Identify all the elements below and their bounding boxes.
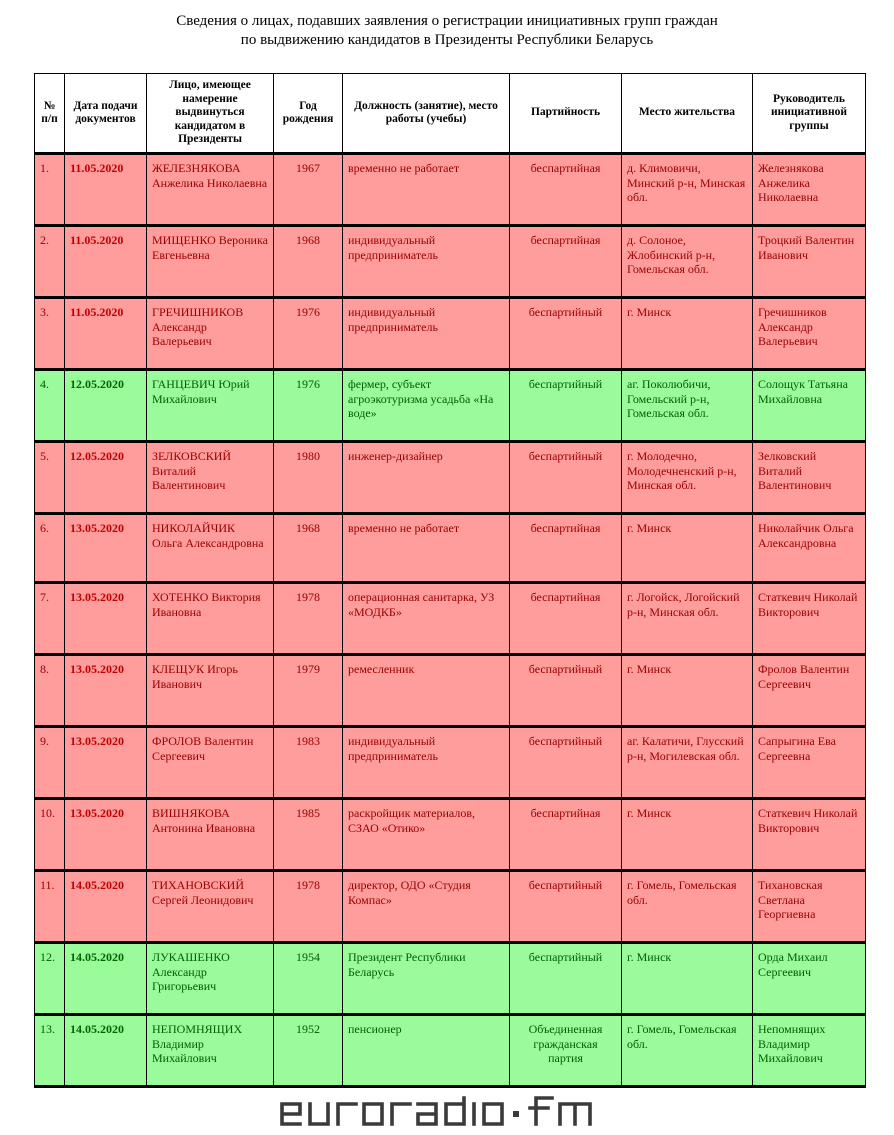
cell-birth-year: 1983 bbox=[274, 727, 343, 799]
cell-birth-year: 1979 bbox=[274, 655, 343, 727]
cell-candidate-name: ТИХАНОВСКИЙ Сергей Леонидович bbox=[147, 871, 274, 943]
cell-birth-year: 1985 bbox=[274, 799, 343, 871]
cell-candidate-name: ФРОЛОВ Валентин Сергеевич bbox=[147, 727, 274, 799]
cell-number: 5. bbox=[35, 442, 65, 514]
logo-dot bbox=[513, 1111, 519, 1117]
table-row bbox=[35, 370, 866, 442]
cell-date: 13.05.2020 bbox=[65, 583, 147, 655]
cell-group-leader: Николайчик Ольга Александровна bbox=[753, 514, 866, 586]
cell-occupation: временно не работает bbox=[343, 154, 510, 226]
cell-date: 14.05.2020 bbox=[65, 1015, 147, 1087]
cell-group-leader: Железнякова Анжелика Николаевна bbox=[753, 154, 866, 226]
cell-number: 1. bbox=[35, 154, 65, 226]
table-body-part-2 bbox=[35, 583, 866, 1087]
cell-date: 14.05.2020 bbox=[65, 943, 147, 1015]
cell-number: 3. bbox=[35, 298, 65, 370]
cell-candidate-name: ЗЕЛКОВСКИЙ Виталий Валентинович bbox=[147, 442, 274, 514]
cell-occupation: пенсионер bbox=[343, 1015, 510, 1087]
cell-residence: г. Минск bbox=[622, 799, 753, 871]
title-line-1: Сведения о лицах, подавших заявления о регистрации инициативных групп граждан bbox=[176, 13, 718, 29]
cell-party: беспартийный bbox=[510, 298, 622, 370]
table-row bbox=[35, 799, 866, 871]
cell-date: 11.05.2020 bbox=[65, 154, 147, 226]
table-row bbox=[35, 154, 866, 226]
candidates-table-part-2 bbox=[34, 581, 866, 1088]
cell-date: 13.05.2020 bbox=[65, 727, 147, 799]
cell-party: беспартийный bbox=[510, 655, 622, 727]
column-header-number: № п/п bbox=[35, 74, 65, 154]
cell-candidate-name: ГАНЦЕВИЧ Юрий Михайлович bbox=[147, 370, 274, 442]
cell-residence: г. Логойск, Логойский р-н, Минская обл. bbox=[622, 583, 753, 655]
cell-occupation: фермер, субъект агроэкотуризма усадьба «На воде» bbox=[343, 370, 510, 442]
cell-date: 13.05.2020 bbox=[65, 799, 147, 871]
cell-date: 12.05.2020 bbox=[65, 442, 147, 514]
cell-date: 13.05.2020 bbox=[65, 655, 147, 727]
cell-group-leader: Фролов Валентин Сергеевич bbox=[753, 655, 866, 727]
cell-number: 2. bbox=[35, 226, 65, 298]
cell-group-leader: Солощук Татьяна Михайловна bbox=[753, 370, 866, 442]
cell-group-leader: Гречишников Александр Валерьевич bbox=[753, 298, 866, 370]
cell-residence: аг. Поколюбичи, Гомельский р-н, Гомельская обл. bbox=[622, 370, 753, 442]
cell-party: беспартийная bbox=[510, 514, 622, 586]
cell-candidate-name: ХОТЕНКО Виктория Ивановна bbox=[147, 583, 274, 655]
column-header-party: Партийность bbox=[510, 74, 622, 154]
euroradio-logo bbox=[270, 1096, 600, 1130]
cell-party: беспартийный bbox=[510, 727, 622, 799]
cell-party: беспартийный bbox=[510, 943, 622, 1015]
column-header-residence: Место жительства bbox=[622, 74, 753, 154]
cell-candidate-name: НЕПОМНЯЩИХ Владимир Михайлович bbox=[147, 1015, 274, 1087]
cell-party: беспартийный bbox=[510, 871, 622, 943]
column-header-date: Дата подачи документов bbox=[65, 74, 147, 154]
table-header-row bbox=[35, 74, 866, 154]
cell-number: 10. bbox=[35, 799, 65, 871]
cell-party: беспартийная bbox=[510, 583, 622, 655]
cell-occupation: индивидуальный предприниматель bbox=[343, 727, 510, 799]
cell-party: Объединенная гражданская партия bbox=[510, 1015, 622, 1087]
euroradio-logo-mark bbox=[270, 1096, 600, 1130]
column-header-birth-year: Год рождения bbox=[274, 74, 343, 154]
cell-residence: г. Минск bbox=[622, 514, 753, 586]
column-header-candidate: Лицо, имеющее намерение выдвинуться кандидатом в Президенты bbox=[147, 74, 274, 154]
table-row bbox=[35, 1015, 866, 1087]
cell-group-leader: Троцкий Валентин Иванович bbox=[753, 226, 866, 298]
table-row bbox=[35, 442, 866, 514]
cell-residence: г. Минск bbox=[622, 298, 753, 370]
cell-occupation: директор, ОДО «Студия Компас» bbox=[343, 871, 510, 943]
cell-group-leader: Сапрыгина Ева Сергеевна bbox=[753, 727, 866, 799]
table-row bbox=[35, 514, 866, 586]
cell-residence: д. Солоное, Жлобинский р-н, Гомельская обл. bbox=[622, 226, 753, 298]
cell-number: 11. bbox=[35, 871, 65, 943]
cell-number: 13. bbox=[35, 1015, 65, 1087]
cell-party: беспартийный bbox=[510, 442, 622, 514]
cell-date: 14.05.2020 bbox=[65, 871, 147, 943]
cell-occupation: индивидуальный предприниматель bbox=[343, 226, 510, 298]
cell-number: 7. bbox=[35, 583, 65, 655]
cell-birth-year: 1952 bbox=[274, 1015, 343, 1087]
cell-number: 4. bbox=[35, 370, 65, 442]
table-row bbox=[35, 583, 866, 655]
cell-candidate-name: ЛУКАШЕНКО Александр Григорьевич bbox=[147, 943, 274, 1015]
cell-group-leader: Статкевич Николай Викторович bbox=[753, 799, 866, 871]
column-header-group-leader: Руководитель инициативной группы bbox=[753, 74, 866, 154]
cell-residence: г. Минск bbox=[622, 943, 753, 1015]
cell-occupation: временно не работает bbox=[343, 514, 510, 586]
cell-residence: д. Климовичи, Минский р-н, Минская обл. bbox=[622, 154, 753, 226]
document-title bbox=[0, 12, 894, 50]
table-row bbox=[35, 871, 866, 943]
table-row bbox=[35, 226, 866, 298]
cell-occupation: ремесленник bbox=[343, 655, 510, 727]
cell-date: 11.05.2020 bbox=[65, 298, 147, 370]
cell-group-leader: Орда Михаил Сергеевич bbox=[753, 943, 866, 1015]
cell-birth-year: 1968 bbox=[274, 226, 343, 298]
cell-number: 8. bbox=[35, 655, 65, 727]
cell-party: беспартийная bbox=[510, 154, 622, 226]
table-row bbox=[35, 943, 866, 1015]
cell-birth-year: 1978 bbox=[274, 583, 343, 655]
cell-number: 6. bbox=[35, 514, 65, 586]
cell-date: 12.05.2020 bbox=[65, 370, 147, 442]
cell-birth-year: 1976 bbox=[274, 370, 343, 442]
cell-party: беспартийный bbox=[510, 370, 622, 442]
cell-occupation: Президент Республики Беларусь bbox=[343, 943, 510, 1015]
cell-group-leader: Тихановская Светлана Георгиевна bbox=[753, 871, 866, 943]
cell-candidate-name: КЛЕЩУК Игорь Иванович bbox=[147, 655, 274, 727]
cell-birth-year: 1967 bbox=[274, 154, 343, 226]
cell-date: 11.05.2020 bbox=[65, 226, 147, 298]
cell-residence: г. Молодечно, Молодечненский р-н, Минская обл. bbox=[622, 442, 753, 514]
cell-candidate-name: ВИШНЯКОВА Антонина Ивановна bbox=[147, 799, 274, 871]
table-row bbox=[35, 298, 866, 370]
cell-residence: г. Гомель, Гомельская обл. bbox=[622, 1015, 753, 1087]
cell-residence: аг. Калатичи, Глусский р-н, Могилевская обл. bbox=[622, 727, 753, 799]
cell-birth-year: 1980 bbox=[274, 442, 343, 514]
cell-occupation: инженер-дизайнер bbox=[343, 442, 510, 514]
cell-party: беспартийная bbox=[510, 226, 622, 298]
table-body-part-1 bbox=[35, 154, 866, 586]
cell-candidate-name: ГРЕЧИШНИКОВ Александр Валерьевич bbox=[147, 298, 274, 370]
column-header-occupation: Должность (занятие), место работы (учебы) bbox=[343, 74, 510, 154]
cell-group-leader: Зелковский Виталий Валентинович bbox=[753, 442, 866, 514]
cell-candidate-name: МИЩЕНКО Вероника Евгеньевна bbox=[147, 226, 274, 298]
cell-residence: г. Гомель, Гомельская обл. bbox=[622, 871, 753, 943]
candidates-table-part-1 bbox=[34, 73, 866, 587]
cell-birth-year: 1978 bbox=[274, 871, 343, 943]
table-row bbox=[35, 655, 866, 727]
cell-group-leader: Статкевич Николай Викторович bbox=[753, 583, 866, 655]
cell-number: 9. bbox=[35, 727, 65, 799]
cell-birth-year: 1968 bbox=[274, 514, 343, 586]
cell-number: 12. bbox=[35, 943, 65, 1015]
cell-residence: г. Минск bbox=[622, 655, 753, 727]
cell-birth-year: 1976 bbox=[274, 298, 343, 370]
cell-birth-year: 1954 bbox=[274, 943, 343, 1015]
cell-date: 13.05.2020 bbox=[65, 514, 147, 586]
cell-candidate-name: ЖЕЛЕЗНЯКОВА Анжелика Николаевна bbox=[147, 154, 274, 226]
cell-candidate-name: НИКОЛАЙЧИК Ольга Александровна bbox=[147, 514, 274, 586]
cell-occupation: индивидуальный предприниматель bbox=[343, 298, 510, 370]
cell-occupation: раскройщик материалов, СЗАО «Отико» bbox=[343, 799, 510, 871]
cell-group-leader: Непомнящих Владимир Михайлович bbox=[753, 1015, 866, 1087]
title-line-2: по выдвижению кандидатов в Президенты Республики Беларусь bbox=[240, 32, 654, 48]
table-row bbox=[35, 727, 866, 799]
cell-occupation: операционная санитарка, УЗ «МОДКБ» bbox=[343, 583, 510, 655]
cell-party: беспартийная bbox=[510, 799, 622, 871]
